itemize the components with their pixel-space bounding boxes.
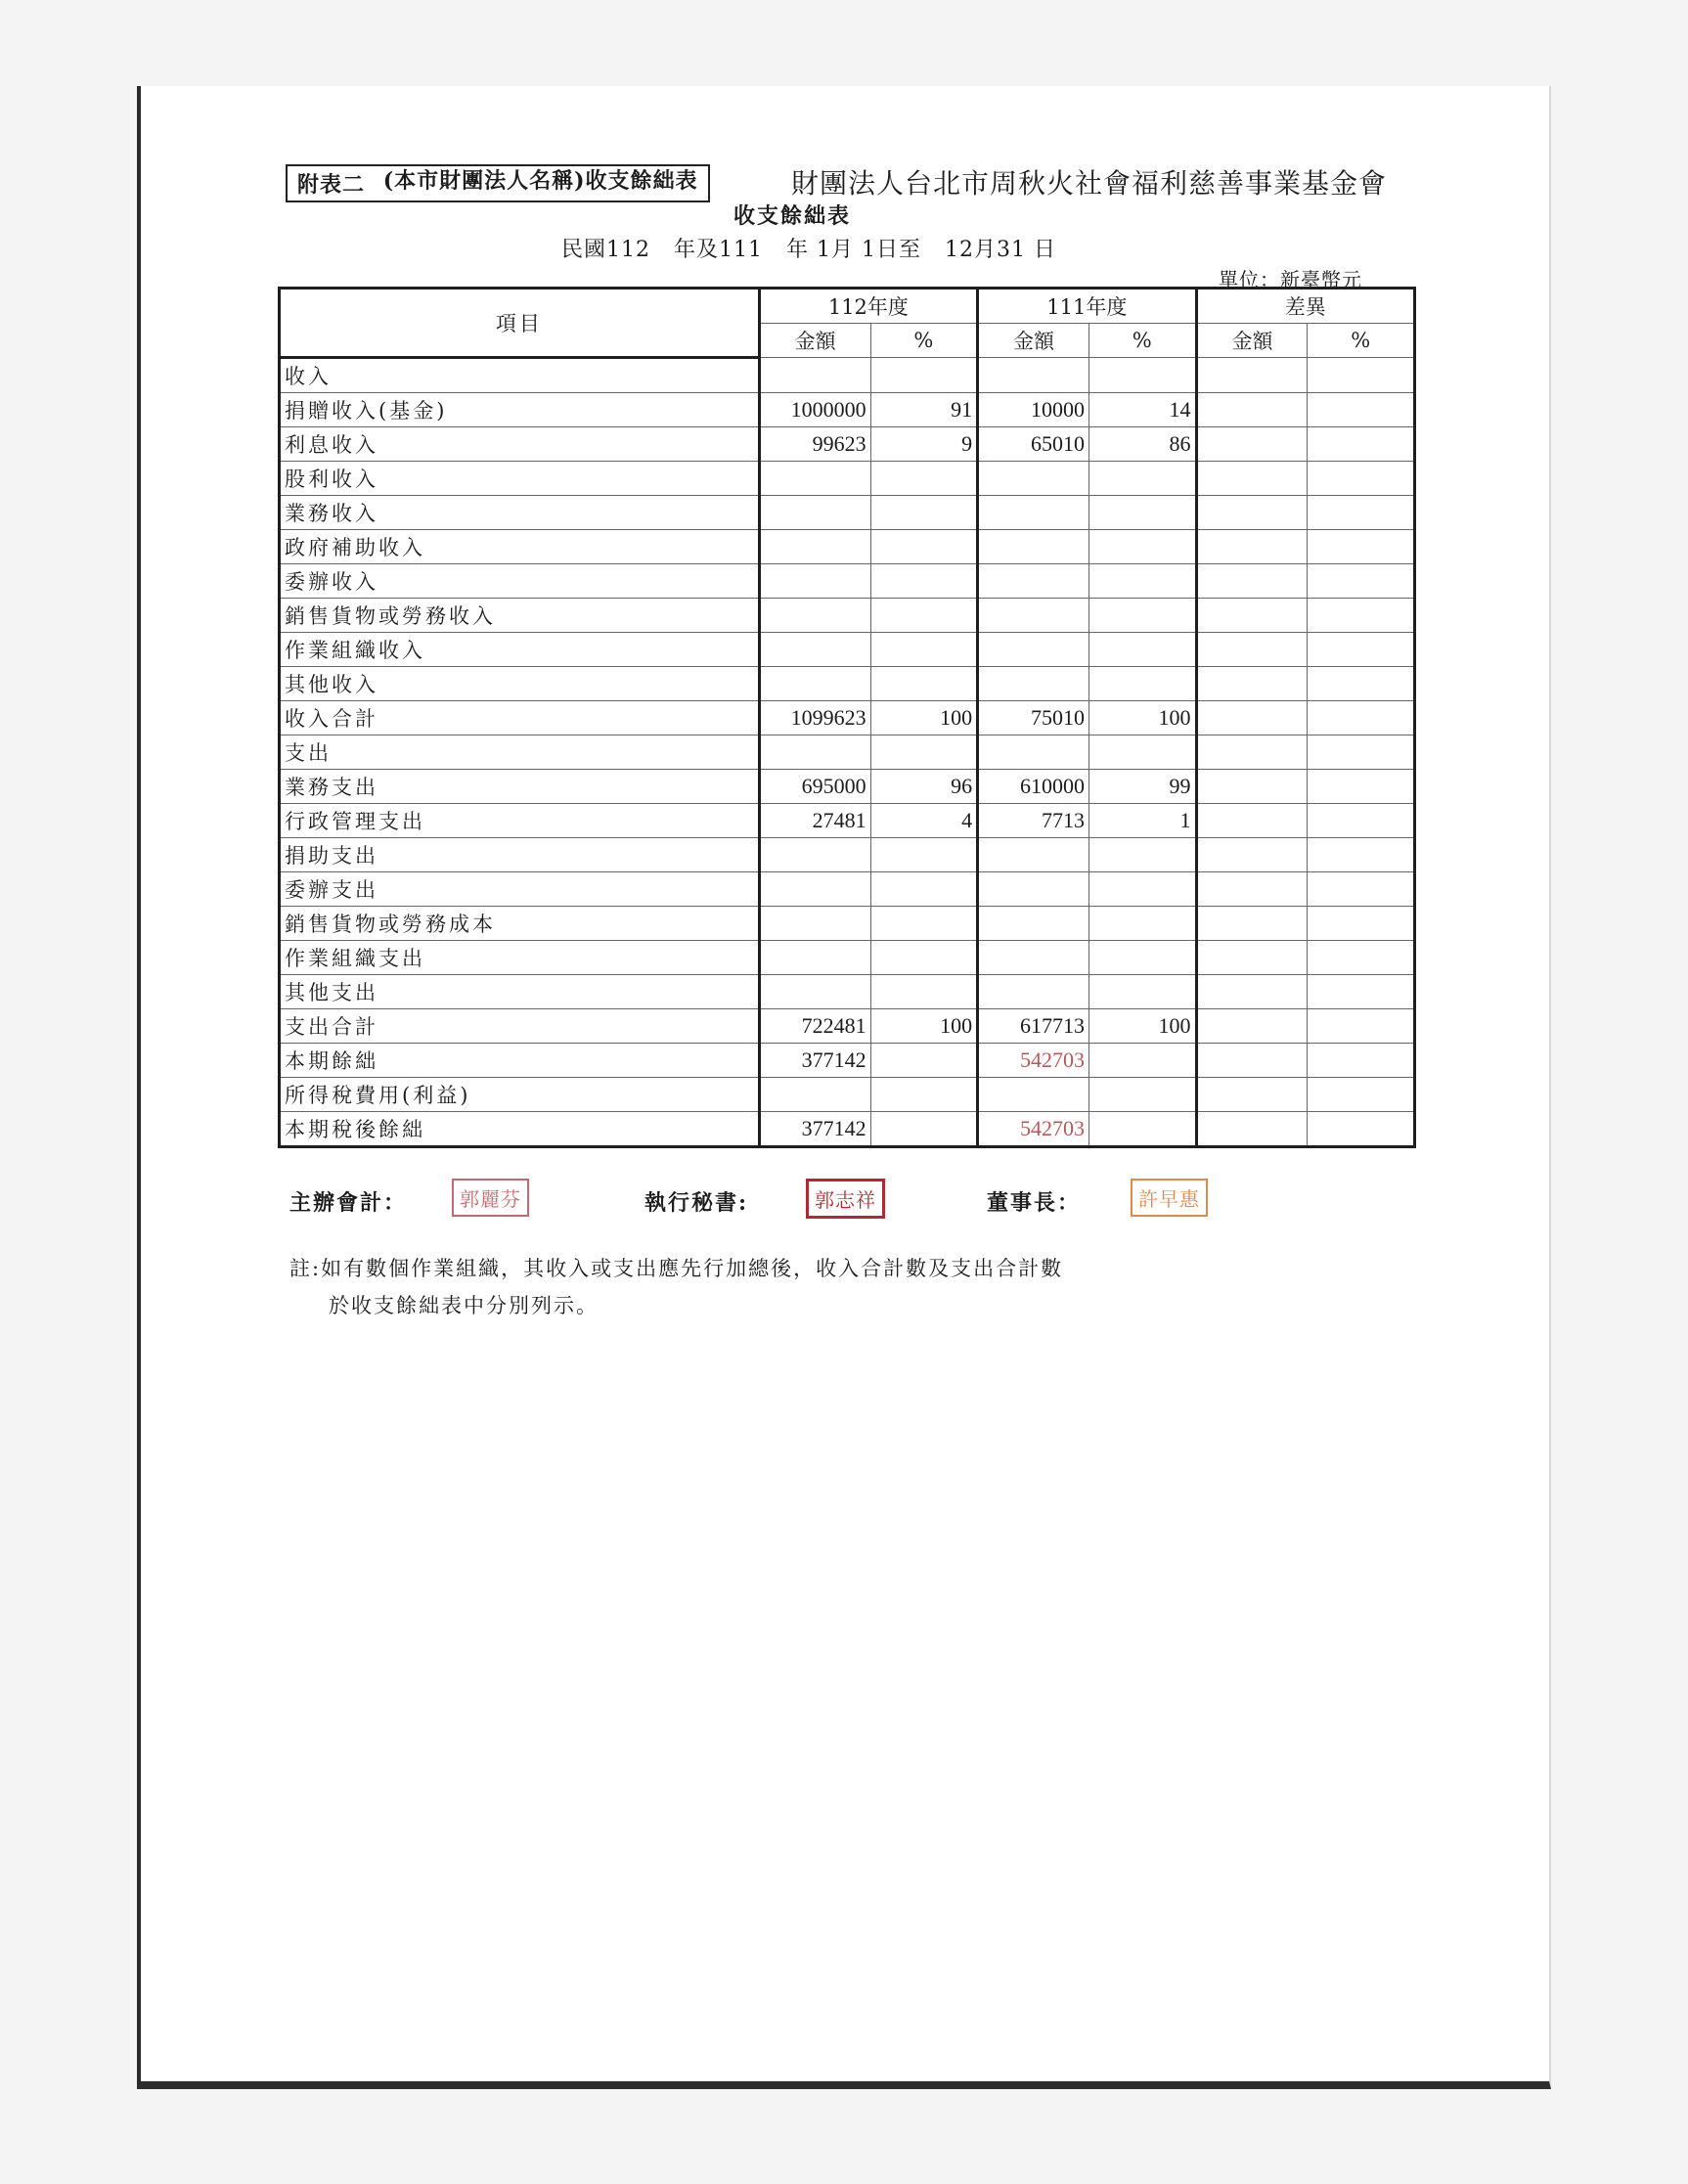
amount-112-cell: 1099623 [759,701,870,735]
amount-112-cell: 27481 [759,804,870,838]
row-label: 收入 [280,358,760,393]
percent-112-cell: 100 [870,701,978,735]
percent-112-cell: 91 [870,393,978,427]
amount-112-cell: 695000 [759,770,870,804]
percent-111-cell [1089,667,1197,701]
amount-diff-cell [1196,427,1308,462]
row-label: 委辦收入 [280,564,760,599]
amount-112-cell [759,735,870,770]
percent-111-cell [1089,358,1197,393]
chairman-seal: 許早惠 [1131,1179,1208,1217]
table-row [280,393,1415,427]
percent-111-cell: 1 [1089,804,1197,838]
row-label: 作業組織收入 [280,633,760,667]
amount-111-cell: 542703 [978,1044,1089,1078]
table-row [280,872,1415,907]
percent-112-cell [870,633,978,667]
percent-112-cell [870,1112,978,1147]
amount-diff-cell [1196,735,1308,770]
table-row [280,975,1415,1009]
amount-112-cell [759,599,870,633]
percent-112-cell: 96 [870,770,978,804]
percent-diff-cell [1308,838,1415,872]
percent-111-cell [1089,838,1197,872]
row-label: 所得稅費用(利益) [280,1078,760,1112]
table-row [280,804,1415,838]
table-row [280,907,1415,941]
percent-diff-cell [1308,872,1415,907]
amount-112-cell [759,358,870,393]
percent-diff-cell [1308,735,1415,770]
amount-111-header: 金額 [978,324,1089,358]
amount-111-cell [978,941,1089,975]
percent-111-cell [1089,599,1197,633]
table-row [280,701,1415,735]
amount-diff-cell [1196,770,1308,804]
amount-112-cell [759,530,870,564]
table-row [280,496,1415,530]
amount-diff-header: 金額 [1196,324,1308,358]
amount-112-cell: 1000000 [759,393,870,427]
percent-112-cell [870,872,978,907]
chief-accountant-seal: 郭麗芬 [452,1179,529,1217]
amount-112-cell [759,462,870,496]
percent-112-cell [870,667,978,701]
amount-112-cell [759,872,870,907]
amount-diff-cell [1196,496,1308,530]
percent-111-cell [1089,1112,1197,1147]
percent-112-cell: 4 [870,804,978,838]
amount-111-cell: 610000 [978,770,1089,804]
percent-diff-cell [1308,1009,1415,1044]
statement-title: 收支餘絀表 [733,203,852,229]
row-label: 銷售貨物或勞務成本 [280,907,760,941]
percent-diff-cell [1308,1112,1415,1147]
table-row [280,427,1415,462]
percent-112-cell [870,735,978,770]
amount-112-cell [759,941,870,975]
percent-diff-cell [1308,907,1415,941]
amount-111-cell [978,907,1089,941]
table-row [280,770,1415,804]
percent-111-cell [1089,462,1197,496]
amount-111-cell [978,633,1089,667]
amount-112-cell [759,1078,870,1112]
amount-112-header: 金額 [759,324,870,358]
amount-diff-cell [1196,1009,1308,1044]
percent-111-cell: 100 [1089,1009,1197,1044]
organization-name: 財團法人台北市周秋火社會福利慈善事業基金會 [791,167,1388,200]
amount-111-cell: 65010 [978,427,1089,462]
row-label: 政府補助收入 [280,530,760,564]
percent-diff-cell [1308,804,1415,838]
amount-diff-cell [1196,1112,1308,1147]
amount-112-cell [759,667,870,701]
table-row [280,838,1415,872]
percent-diff-cell [1308,358,1415,393]
amount-112-cell [759,633,870,667]
amount-diff-cell [1196,462,1308,496]
percent-diff-cell [1308,1078,1415,1112]
table-row [280,1009,1415,1044]
row-label: 銷售貨物或勞務收入 [280,599,760,633]
amount-diff-cell [1196,1078,1308,1112]
form-label [286,164,710,202]
executive-secretary-seal: 郭志祥 [806,1179,885,1219]
footnote-line-2: 於收支餘絀表中分別列示。 [329,1294,599,1317]
percent-diff-cell [1308,393,1415,427]
row-label: 其他支出 [280,975,760,1009]
amount-112-cell: 377142 [759,1112,870,1147]
percent-111-cell [1089,1078,1197,1112]
row-label: 本期餘絀 [280,1044,760,1078]
percent-111-cell [1089,1044,1197,1078]
percent-111-cell [1089,530,1197,564]
table-row [280,530,1415,564]
percent-111-cell: 100 [1089,701,1197,735]
footnote [289,1250,1063,1324]
amount-111-cell [978,872,1089,907]
amount-diff-cell [1196,838,1308,872]
item-column-header: 項目 [280,289,760,358]
amount-112-cell [759,496,870,530]
table-row [280,735,1415,770]
amount-diff-cell [1196,564,1308,599]
percent-111-cell: 99 [1089,770,1197,804]
row-label: 支出 [280,735,760,770]
percent-112-cell [870,358,978,393]
amount-diff-cell [1196,599,1308,633]
percent-diff-cell [1308,462,1415,496]
percent-111-cell [1089,735,1197,770]
percent-112-cell [870,462,978,496]
amount-diff-cell [1196,1044,1308,1078]
amount-111-cell: 542703 [978,1112,1089,1147]
percent-111-cell [1089,564,1197,599]
table-row [280,564,1415,599]
amount-111-cell: 617713 [978,1009,1089,1044]
year-111-header: 111年度 [978,289,1196,324]
amount-112-cell [759,907,870,941]
amount-diff-cell [1196,701,1308,735]
statement-period: 民國112 年及111 年 1月 1日至 12月31 日 [561,238,1056,262]
row-label: 捐助支出 [280,838,760,872]
table-row [280,599,1415,633]
amount-diff-cell [1196,633,1308,667]
amount-111-cell [978,1078,1089,1112]
percent-111-cell: 86 [1089,427,1197,462]
income-statement-table [278,287,1416,1148]
amount-diff-cell [1196,975,1308,1009]
percent-diff-cell [1308,701,1415,735]
amount-112-cell: 99623 [759,427,870,462]
amount-diff-cell [1196,804,1308,838]
percent-111-cell [1089,941,1197,975]
percent-diff-cell [1308,599,1415,633]
percent-112-cell [870,975,978,1009]
amount-111-cell [978,564,1089,599]
percent-112-cell: 9 [870,427,978,462]
percent-112-cell [870,599,978,633]
table-row [280,1044,1415,1078]
amount-111-cell [978,358,1089,393]
row-label: 收入合計 [280,701,760,735]
table-row [280,633,1415,667]
amount-diff-cell [1196,530,1308,564]
row-label: 支出合計 [280,1009,760,1044]
row-label: 本期稅後餘絀 [280,1112,760,1147]
chairman-label: 董事長： [987,1190,1082,1216]
row-label: 業務支出 [280,770,760,804]
amount-111-cell [978,530,1089,564]
table-row [280,358,1415,393]
percent-111-cell [1089,872,1197,907]
percent-112-cell [870,1044,978,1078]
percent-111-cell: 14 [1089,393,1197,427]
percent-diff-cell [1308,975,1415,1009]
percent-111-cell [1089,633,1197,667]
difference-header: 差異 [1196,289,1414,324]
amount-111-cell [978,975,1089,1009]
percent-112-cell [870,496,978,530]
table-row [280,667,1415,701]
amount-112-cell [759,975,870,1009]
percent-diff-cell [1308,633,1415,667]
amount-111-cell: 10000 [978,393,1089,427]
document-page [137,86,1551,2089]
chief-accountant-label: 主辦會計： [289,1190,408,1216]
amount-diff-cell [1196,667,1308,701]
row-label: 作業組織支出 [280,941,760,975]
currency-unit: 單位：新臺幣元 [1219,268,1362,291]
amount-112-cell [759,838,870,872]
percent-112-cell [870,564,978,599]
row-label: 業務收入 [280,496,760,530]
amount-diff-cell [1196,358,1308,393]
percent-111-header: % [1089,324,1197,358]
percent-112-cell [870,907,978,941]
row-label: 股利收入 [280,462,760,496]
appendix-label: 附表二 [297,172,366,198]
percent-112-cell [870,838,978,872]
percent-112-header: % [870,324,978,358]
amount-111-cell [978,838,1089,872]
percent-112-cell [870,1078,978,1112]
table-row [280,941,1415,975]
amount-111-cell: 7713 [978,804,1089,838]
amount-112-cell: 722481 [759,1009,870,1044]
table-row [280,462,1415,496]
amount-111-cell [978,667,1089,701]
percent-111-cell [1089,907,1197,941]
percent-112-cell [870,530,978,564]
footnote-line-1: 註:如有數個作業組織，其收入或支出應先行加總後，收入合計數及支出合計數 [289,1257,1064,1280]
percent-112-cell [870,941,978,975]
placeholder-label: (本市財團法人名稱)收支餘絀表 [382,168,698,194]
amount-diff-cell [1196,941,1308,975]
percent-diff-cell [1308,427,1415,462]
percent-112-cell: 100 [870,1009,978,1044]
year-112-header: 112年度 [759,289,977,324]
percent-diff-header: % [1308,324,1415,358]
amount-111-cell [978,462,1089,496]
percent-diff-cell [1308,1044,1415,1078]
percent-111-cell [1089,496,1197,530]
percent-diff-cell [1308,530,1415,564]
row-label: 捐贈收入(基金) [280,393,760,427]
table-row [280,1112,1415,1147]
amount-111-cell [978,735,1089,770]
amount-112-cell [759,564,870,599]
amount-112-cell: 377142 [759,1044,870,1078]
amount-111-cell [978,599,1089,633]
percent-diff-cell [1308,496,1415,530]
table-row [280,1078,1415,1112]
row-label: 其他收入 [280,667,760,701]
amount-diff-cell [1196,393,1308,427]
row-label: 行政管理支出 [280,804,760,838]
amount-111-cell: 75010 [978,701,1089,735]
percent-diff-cell [1308,770,1415,804]
row-label: 利息收入 [280,427,760,462]
executive-secretary-label: 執行秘書: [644,1190,749,1216]
percent-diff-cell [1308,667,1415,701]
amount-111-cell [978,496,1089,530]
percent-diff-cell [1308,564,1415,599]
amount-diff-cell [1196,907,1308,941]
amount-diff-cell [1196,872,1308,907]
row-label: 委辦支出 [280,872,760,907]
percent-diff-cell [1308,941,1415,975]
percent-111-cell [1089,975,1197,1009]
